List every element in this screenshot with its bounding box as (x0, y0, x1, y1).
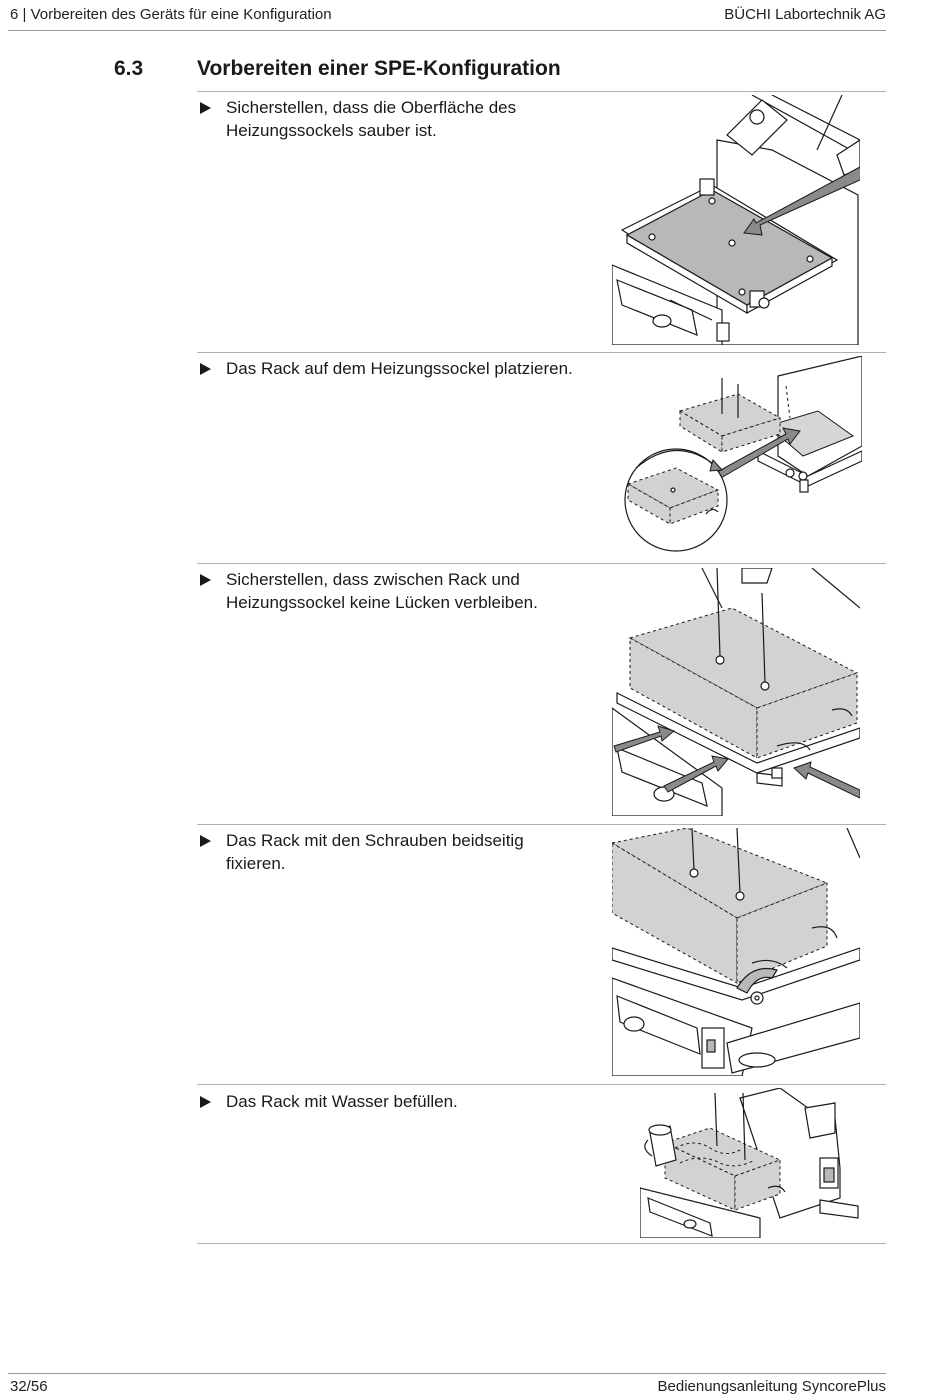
step-text: Sicherstellen, dass die Oberfläche des Heizungssockels sauber ist. (226, 98, 517, 140)
section-title: Vorbereiten einer SPE-Konfiguration (197, 57, 561, 80)
instruction-step (200, 568, 580, 614)
step-divider (197, 1243, 886, 1244)
step-text: Das Rack mit Wasser befüllen. (226, 1092, 458, 1111)
rack-gap-check-illustration (612, 568, 860, 816)
instruction-step (200, 357, 580, 380)
header-divider (8, 30, 886, 31)
step-text: Das Rack auf dem Heizungssockel platzieren. (226, 359, 573, 378)
bullet-triangle-icon (200, 835, 211, 847)
step-divider (197, 352, 886, 353)
header-chapter: 6 | Vorbereiten des Geräts für eine Konfiguration (10, 6, 332, 23)
manual-title: Bedienungsanleitung SyncorePlus (657, 1378, 886, 1395)
step-divider (197, 1084, 886, 1085)
page-number: 32/56 (10, 1378, 48, 1395)
bullet-triangle-icon (200, 1096, 211, 1108)
step-divider (197, 563, 886, 564)
heater-base-illustration (612, 95, 860, 345)
step-divider (197, 91, 886, 92)
instruction-step (200, 96, 580, 142)
instruction-step (200, 1090, 580, 1113)
step-text: Sicherstellen, dass zwischen Rack und Heizungssockel keine Lücken verbleiben. (226, 570, 538, 612)
footer-divider (8, 1373, 886, 1374)
section-number: 6.3 (114, 57, 144, 80)
rack-screw-fixing-illustration (612, 828, 860, 1076)
bullet-triangle-icon (200, 363, 211, 375)
page-footer (10, 1378, 886, 1398)
header-company: BÜCHI Labortechnik AG (724, 6, 886, 23)
step-divider (197, 824, 886, 825)
instruction-step (200, 829, 580, 875)
step-text: Das Rack mit den Schrauben beidseitig fixieren. (226, 831, 524, 873)
bullet-triangle-icon (200, 574, 211, 586)
bullet-triangle-icon (200, 102, 211, 114)
page-header (10, 6, 886, 28)
rack-water-filling-illustration (640, 1088, 860, 1238)
rack-placement-illustration (618, 356, 862, 552)
